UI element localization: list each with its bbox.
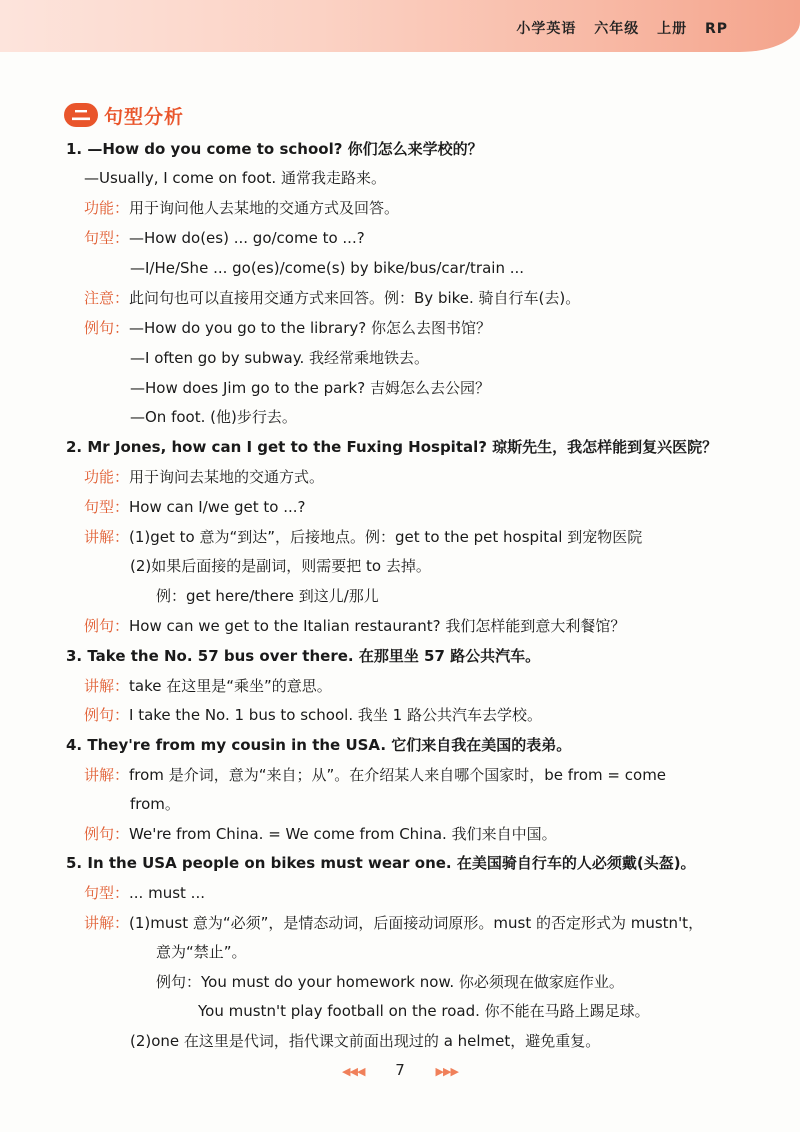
- item-heading: [66, 853, 696, 873]
- line-text: —How does Jim go to the park? 吉姆怎么去公园？: [130, 379, 490, 397]
- line-text: 5. In the USA people on bikes must wear one. 在美国骑自行车的人必须戴(头盔)。: [66, 854, 696, 872]
- text-line: [84, 288, 580, 308]
- header-subject: 小学英语: [516, 21, 577, 37]
- line-text: You mustn't play football on the road. 你不能在马路上踢足球。: [198, 1002, 650, 1020]
- header-grade: 六年级: [594, 21, 640, 37]
- line-text: 3. Take the No. 57 bus over there. 在那里坐 57 路公共汽车。: [66, 647, 541, 665]
- line-text: 例句：You must do your homework now. 你必须现在做家庭作业。: [156, 973, 624, 991]
- text-line: [156, 586, 379, 606]
- text-line: [84, 228, 365, 248]
- text-line: [130, 407, 297, 427]
- text-line: [130, 378, 490, 398]
- text-line: [84, 705, 542, 725]
- label-tag: 功能：: [84, 199, 130, 217]
- text-line: [130, 794, 180, 814]
- label-tag: 例句：: [84, 825, 130, 843]
- text-line: [84, 913, 703, 933]
- section-number-two-icon: [64, 103, 98, 127]
- text-line: [84, 318, 491, 338]
- text-line: [84, 198, 399, 218]
- line-text: —How do(es) ... go/come to ...?: [129, 229, 365, 247]
- text-line: [156, 942, 247, 962]
- line-text: 2. Mr Jones, how can I get to the Fuxing Hospital? 琼斯先生，我怎样能到复兴医院？: [66, 438, 718, 456]
- line-text: 此问句也可以直接用交通方式来回答。例：By bike. 骑自行车(去)。: [129, 289, 581, 307]
- text-line: [130, 1031, 600, 1051]
- line-text: I take the No. 1 bus to school. 我坐 1 路公共汽车去学校。: [129, 706, 542, 724]
- line-text: —I/He/She ... go(es)/come(s) by bike/bus/car/train ...: [130, 259, 525, 277]
- next-arrows-icon: ▶▶▶: [435, 1065, 458, 1078]
- text-line: [130, 556, 431, 576]
- text-line: [84, 824, 557, 844]
- running-header: [504, 18, 728, 38]
- text-line: [84, 467, 324, 487]
- section-title: 句型分析: [104, 105, 185, 128]
- label-tag: 注意：: [84, 289, 130, 307]
- line-text: ... must ...: [129, 884, 205, 902]
- label-tag: 讲解：: [84, 766, 130, 784]
- label-tag: 讲解：: [84, 914, 130, 932]
- line-text: How can we get to the Italian restaurant? 我们怎样能到意大利餐馆？: [129, 617, 626, 635]
- line-text: —How do you go to the library? 你怎么去图书馆？: [129, 319, 491, 337]
- text-line: [130, 258, 524, 278]
- line-text: 1. —How do you come to school? 你们怎么来学校的？: [66, 140, 483, 158]
- text-line: [156, 972, 624, 992]
- text-line: [84, 497, 305, 517]
- line-text: from 是介词，意为“来自；从”。在介绍某人来自哪个国家时，be from = come: [129, 766, 667, 784]
- label-tag: 功能：: [84, 468, 130, 486]
- label-tag: 句型：: [84, 229, 130, 247]
- line-text: from。: [130, 795, 180, 813]
- item-heading: [66, 139, 483, 159]
- prev-arrows-icon: ◀◀◀: [342, 1065, 365, 1078]
- line-text: —Usually, I come on foot. 通常我走路来。: [84, 169, 386, 187]
- text-line: [84, 527, 642, 547]
- item-heading: [66, 437, 717, 457]
- line-text: (1)must 意为“必须”，是情态动词，后面接动词原形。must 的否定形式为 mustn't，: [129, 914, 704, 932]
- line-text: 4. They're from my cousin in the USA. 它们来自我在美国的表弟。: [66, 736, 572, 754]
- page-footer: [0, 1061, 800, 1079]
- label-tag: 句型：: [84, 498, 130, 516]
- text-line: [84, 616, 625, 636]
- page-number: 7: [395, 1061, 405, 1079]
- line-text: 用于询问他人去某地的交通方式及回答。: [129, 199, 400, 217]
- line-text: take 在这里是“乘坐”的意思。: [129, 677, 332, 695]
- line-text: —On foot. (他)步行去。: [130, 408, 297, 426]
- label-tag: 句型：: [84, 884, 130, 902]
- label-tag: 例句：: [84, 617, 130, 635]
- line-text: (1)get to 意为“到达”，后接地点。例：get to the pet hospital 到宠物医院: [129, 528, 643, 546]
- line-text: 意为“禁止”。: [156, 943, 247, 961]
- text-line: [84, 676, 332, 696]
- line-text: (2)如果后面接的是副词，则需要把 to 去掉。: [130, 557, 431, 575]
- section-heading: [64, 102, 184, 128]
- line-text: —I often go by subway. 我经常乘地铁去。: [130, 349, 429, 367]
- line-text: How can I/we get to ...?: [129, 498, 306, 516]
- line-text: 例：get here/there 到这儿/那儿: [156, 587, 379, 605]
- line-text: (2)one 在这里是代词，指代课文前面出现过的 a helmet，避免重复。: [130, 1032, 601, 1050]
- text-line: [130, 348, 429, 368]
- text-line: [84, 765, 666, 785]
- label-tag: 讲解：: [84, 677, 130, 695]
- line-text: 用于询问去某地的交通方式。: [129, 468, 325, 486]
- item-heading: [66, 646, 540, 666]
- text-line: [84, 168, 386, 188]
- text-line: [84, 883, 205, 903]
- item-heading: [66, 735, 571, 755]
- label-tag: 例句：: [84, 706, 130, 724]
- label-tag: 讲解：: [84, 528, 130, 546]
- text-line: [198, 1001, 650, 1021]
- label-tag: 例句：: [84, 319, 130, 337]
- line-text: We're from China. = We come from China. 我们来自中国。: [129, 825, 557, 843]
- header-volume: 上册: [657, 21, 688, 37]
- header-edition: RP: [704, 21, 728, 37]
